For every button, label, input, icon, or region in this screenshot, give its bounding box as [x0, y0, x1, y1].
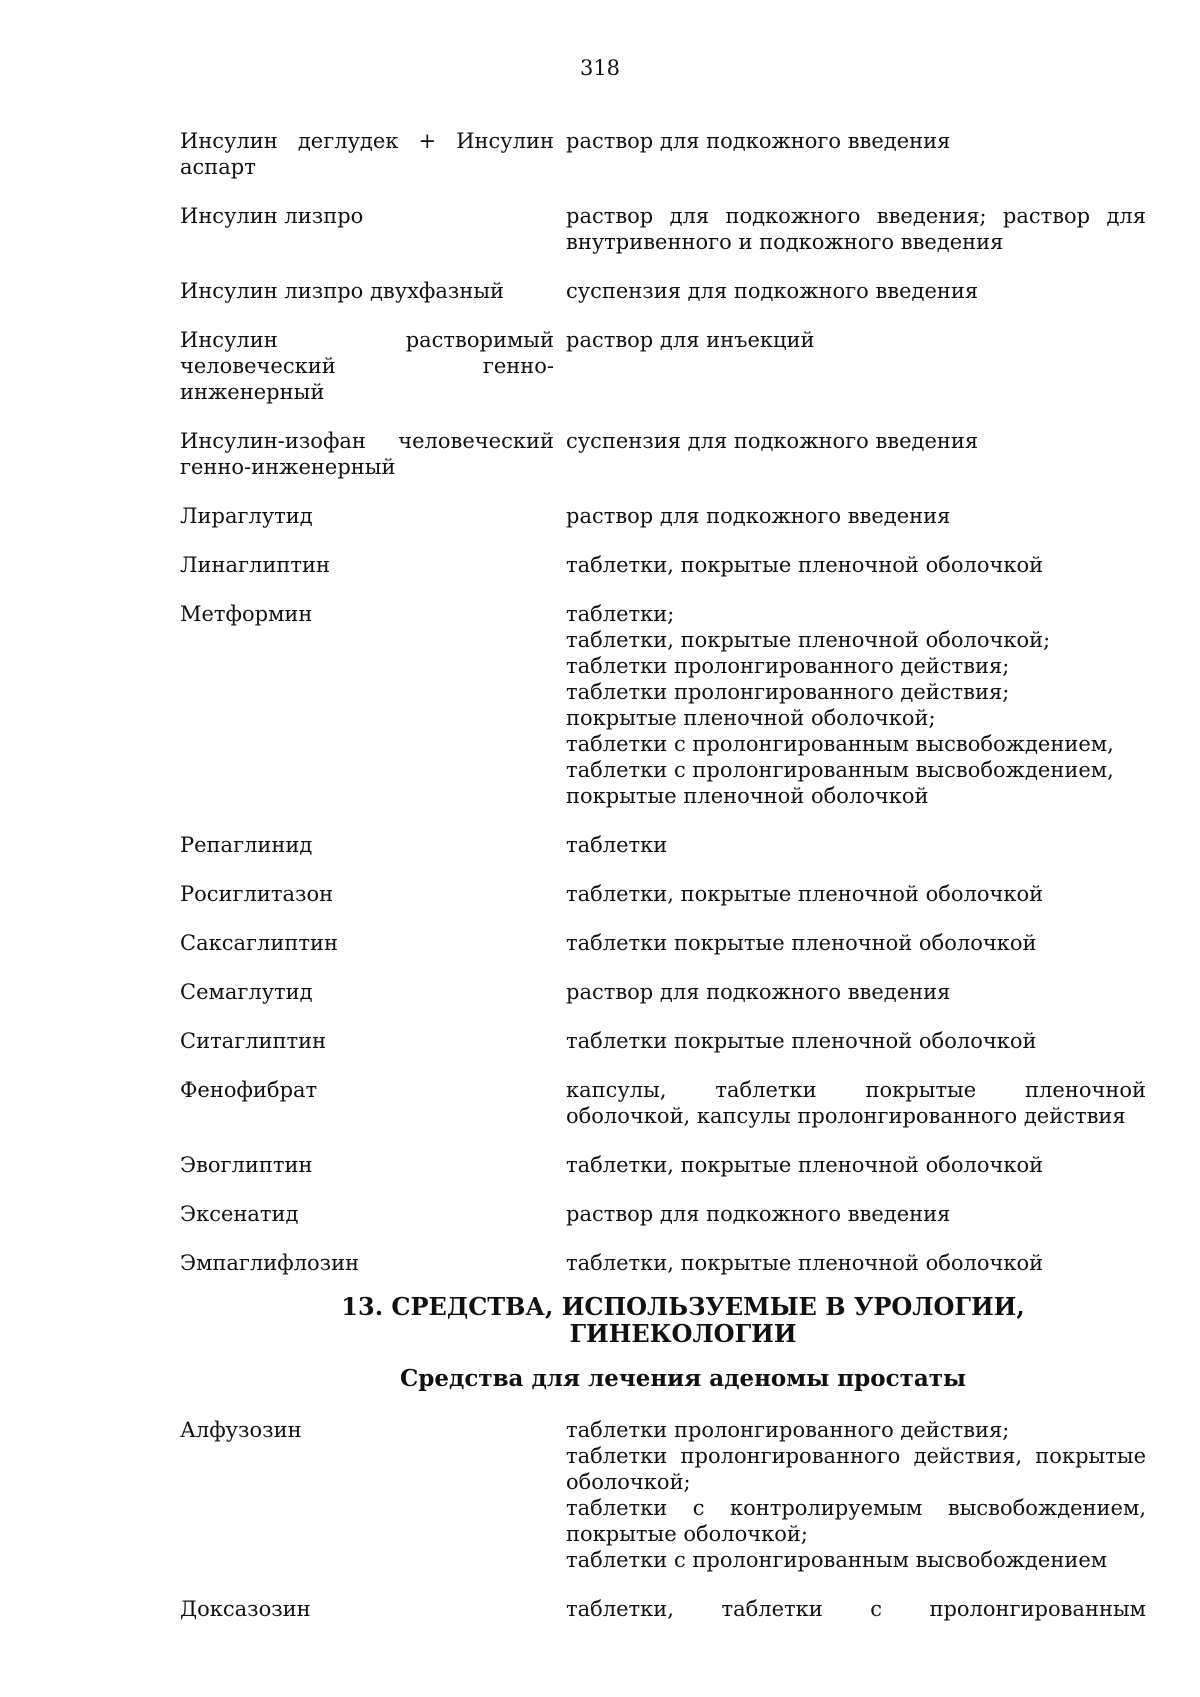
drug-name: Инсулин деглудек + Инсулин аспарт [180, 129, 554, 179]
dosage-form-line: таблетки с пролонгированным высвобождением, [566, 732, 1114, 756]
dosage-form-line: таблетки, покрытые пленочной оболочкой [566, 1251, 1044, 1275]
table-row [180, 832, 1146, 858]
drug-name: Ситаглиптин [180, 1029, 327, 1053]
dosage-form [566, 327, 1146, 405]
table-row [180, 503, 1146, 529]
dosage-form [566, 428, 1146, 480]
table-row [180, 1028, 1146, 1054]
table-row [180, 428, 1146, 480]
dosage-form [566, 203, 1146, 255]
drug-name: Эмпаглифлозин [180, 1251, 360, 1275]
dosage-form [566, 128, 1146, 180]
page-number: 318 [579, 56, 621, 80]
dosage-form [566, 1250, 1146, 1276]
dosage-form-line: таблетки; [566, 602, 675, 626]
section-title [180, 1293, 1146, 1347]
drug-name: Семаглутид [180, 980, 313, 1004]
dosage-form-line: капсулы, таблетки покрытые пленочной оболочкой, капсулы пролонгированного действия [566, 1078, 1146, 1128]
dosage-form-line: таблетки покрытые пленочной оболочкой [566, 1029, 1037, 1053]
drug-name: Инсулин лизпро двухфазный [180, 279, 505, 303]
drug-name: Эвоглиптин [180, 1153, 313, 1177]
drug-name: Лираглутид [180, 504, 313, 528]
dosage-form-line: таблетки пролонгированного действия; [566, 654, 1010, 678]
dosage-form-line: покрытые пленочной оболочкой; [566, 706, 936, 730]
table-row [180, 128, 1146, 180]
table-row [180, 881, 1146, 907]
drug-name: Репаглинид [180, 833, 313, 857]
table-row [180, 552, 1146, 578]
dosage-form-line: таблетки, покрытые пленочной оболочкой [566, 1153, 1044, 1177]
drug-name: Инсулин растворимый человеческий генно-инженерный [180, 328, 554, 404]
drug-name: Росиглитазон [180, 882, 334, 906]
section-title-line1: 13. СРЕДСТВА, ИСПОЛЬЗУЕМЫЕ В УРОЛОГИИ, [341, 1292, 1025, 1321]
dosage-form-line: таблетки с пролонгированным высвобождением, [566, 758, 1114, 782]
dosage-form-line: раствор для подкожного введения; раствор для внутривенного и подкожного введения [566, 204, 1146, 254]
drug-name: Саксаглиптин [180, 931, 338, 955]
dosage-form-line: таблетки, покрытые пленочной оболочкой [566, 882, 1044, 906]
dosage-form-line: таблетки пролонгированного действия; [566, 680, 1010, 704]
drug-name: Линаглиптин [180, 553, 330, 577]
dosage-form-line: раствор для подкожного введения [566, 980, 951, 1004]
dosage-form [566, 601, 1146, 809]
dosage-form-line: раствор для подкожного введения [566, 504, 951, 528]
drug-name: Доксазозин [180, 1597, 311, 1621]
dosage-form [566, 278, 1146, 304]
drug-table-diabetes [180, 128, 1146, 1276]
table-row [180, 1077, 1146, 1129]
table-row [180, 203, 1146, 255]
table-row [180, 930, 1146, 956]
dosage-form [566, 930, 1146, 956]
dosage-form [566, 1152, 1146, 1178]
drug-name: Инсулин-изофан человеческий генно-инженерный [180, 429, 554, 479]
dosage-form-line: раствор для подкожного введения [566, 1202, 951, 1226]
table-row [180, 1152, 1146, 1178]
dosage-form-line: таблетки, таблетки с пролонгированным [566, 1597, 1146, 1621]
dosage-form [566, 979, 1146, 1005]
table-row [180, 327, 1146, 405]
drug-name: Инсулин лизпро [180, 204, 364, 228]
table-row [180, 601, 1146, 809]
dosage-form-line: таблетки с контролируемым высвобождением, покрытые оболочкой; [566, 1496, 1146, 1546]
dosage-form-line: таблетки покрытые пленочной оболочкой [566, 931, 1037, 955]
dosage-form-line: таблетки, покрытые пленочной оболочкой [566, 553, 1044, 577]
dosage-form [566, 1596, 1146, 1622]
drug-list [180, 128, 1146, 1645]
dosage-form-line: раствор для инъекций [566, 328, 815, 352]
table-row [180, 1596, 1146, 1622]
drug-name: Фенофибрат [180, 1078, 318, 1102]
section-title-line2: ГИНЕКОЛОГИИ [569, 1319, 797, 1348]
dosage-form [566, 1077, 1146, 1129]
dosage-form [566, 832, 1146, 858]
table-row [180, 1201, 1146, 1227]
drug-table-prostate [180, 1417, 1146, 1622]
dosage-form-line: таблетки с пролонгированным высвобождением [566, 1548, 1108, 1572]
dosage-form-line: таблетки [566, 833, 668, 857]
drug-name: Эксенатид [180, 1202, 299, 1226]
dosage-form-line: суспензия для подкожного введения [566, 429, 979, 453]
subsection-title: Средства для лечения аденомы простаты [399, 1365, 967, 1392]
dosage-form [566, 552, 1146, 578]
dosage-form-line: раствор для подкожного введения [566, 129, 951, 153]
dosage-form [566, 881, 1146, 907]
table-row [180, 1250, 1146, 1276]
drug-name: Алфузозин [180, 1418, 302, 1442]
table-row [180, 278, 1146, 304]
dosage-form [566, 1417, 1146, 1573]
dosage-form [566, 1028, 1146, 1054]
dosage-form-line: таблетки пролонгированного действия, покрытые оболочкой; [566, 1444, 1146, 1494]
dosage-form-line: покрытые пленочной оболочкой [566, 784, 929, 808]
table-row [180, 1417, 1146, 1573]
drug-name: Метформин [180, 602, 313, 626]
dosage-form-line: суспензия для подкожного введения [566, 279, 979, 303]
dosage-form [566, 503, 1146, 529]
dosage-form-line: таблетки пролонгированного действия; [566, 1418, 1010, 1442]
table-row [180, 979, 1146, 1005]
dosage-form-line: таблетки, покрытые пленочной оболочкой; [566, 628, 1051, 652]
dosage-form [566, 1201, 1146, 1227]
